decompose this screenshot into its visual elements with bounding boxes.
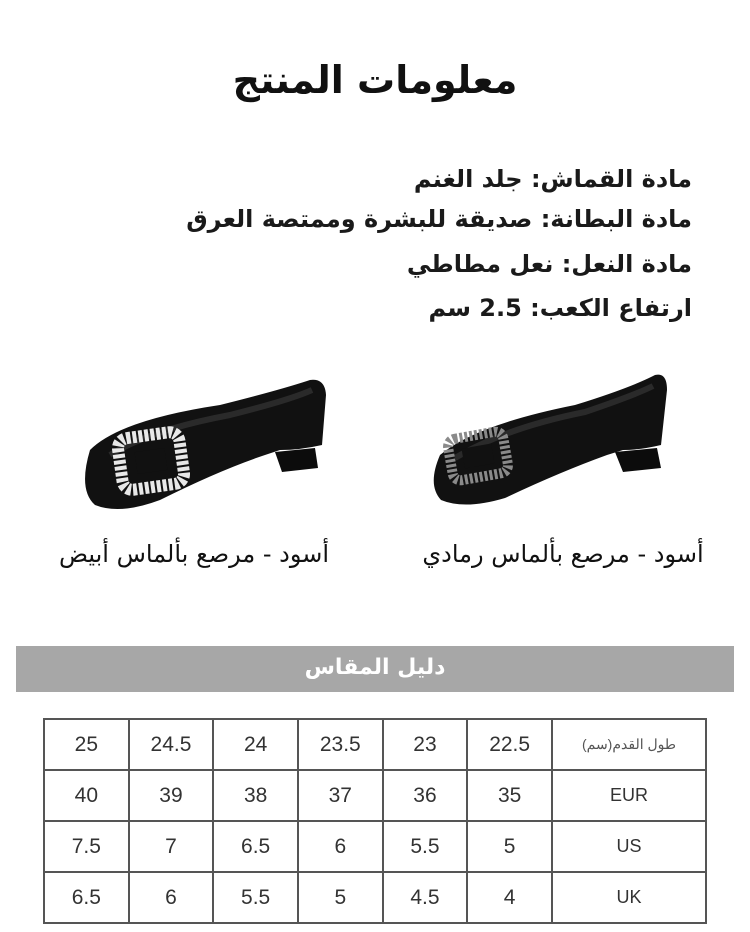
page-title: معلومات المنتج (232, 58, 518, 102)
product-image-grey-crystal[interactable] (395, 350, 695, 530)
table-cell: 7 (129, 821, 214, 872)
table-cell: 6 (129, 872, 214, 923)
table-cell: 5.5 (383, 821, 468, 872)
table-cell: 22.5 (467, 719, 552, 770)
table-row (44, 719, 706, 770)
table-row (44, 821, 706, 872)
product-image-white-crystal[interactable] (50, 350, 350, 530)
table-cell: 40 (44, 770, 129, 821)
spec-lining: مادة البطانة: صديقة للبشرة وممتصة العرق (186, 205, 692, 233)
spec-fabric: مادة القماش: جلد الغنم (413, 165, 692, 193)
table-cell: 24.5 (129, 719, 214, 770)
product-caption-grey-crystal: أسود - مرصع بألماس رمادي (422, 540, 704, 568)
size-guide-header (16, 646, 734, 692)
table-cell: 5.5 (213, 872, 298, 923)
shoe-illustration (50, 350, 350, 530)
product-caption-white-crystal: أسود - مرصع بألماس أبيض (58, 540, 330, 568)
table-cell: 36 (383, 770, 468, 821)
table-cell: 5 (467, 821, 552, 872)
table-cell: 5 (298, 872, 383, 923)
row-label-us: US (552, 821, 706, 872)
spec-sole: مادة النعل: نعل مطاطي (406, 250, 692, 278)
size-guide-title: دليل المقاس (304, 655, 446, 680)
table-cell: 39 (129, 770, 214, 821)
spec-heel-height: ارتفاع الكعب: 2.5 سم (428, 294, 692, 322)
table-cell: 4 (467, 872, 552, 923)
table-row (44, 872, 706, 923)
table-cell: 4.5 (383, 872, 468, 923)
row-label-eur: EUR (552, 770, 706, 821)
table-cell: 24 (213, 719, 298, 770)
table-cell: 25 (44, 719, 129, 770)
row-label-uk: UK (552, 872, 706, 923)
table-cell: 23.5 (298, 719, 383, 770)
table-cell: 35 (467, 770, 552, 821)
table-cell: 7.5 (44, 821, 129, 872)
table-cell: 6 (298, 821, 383, 872)
table-row (44, 770, 706, 821)
table-cell: 23 (383, 719, 468, 770)
table-cell: 38 (213, 770, 298, 821)
table-cell: 37 (298, 770, 383, 821)
row-label-foot-length: طول القدم(سم) (552, 719, 706, 770)
table-cell: 6.5 (213, 821, 298, 872)
shoe-illustration (395, 350, 695, 530)
size-table (43, 718, 707, 924)
table-cell: 6.5 (44, 872, 129, 923)
